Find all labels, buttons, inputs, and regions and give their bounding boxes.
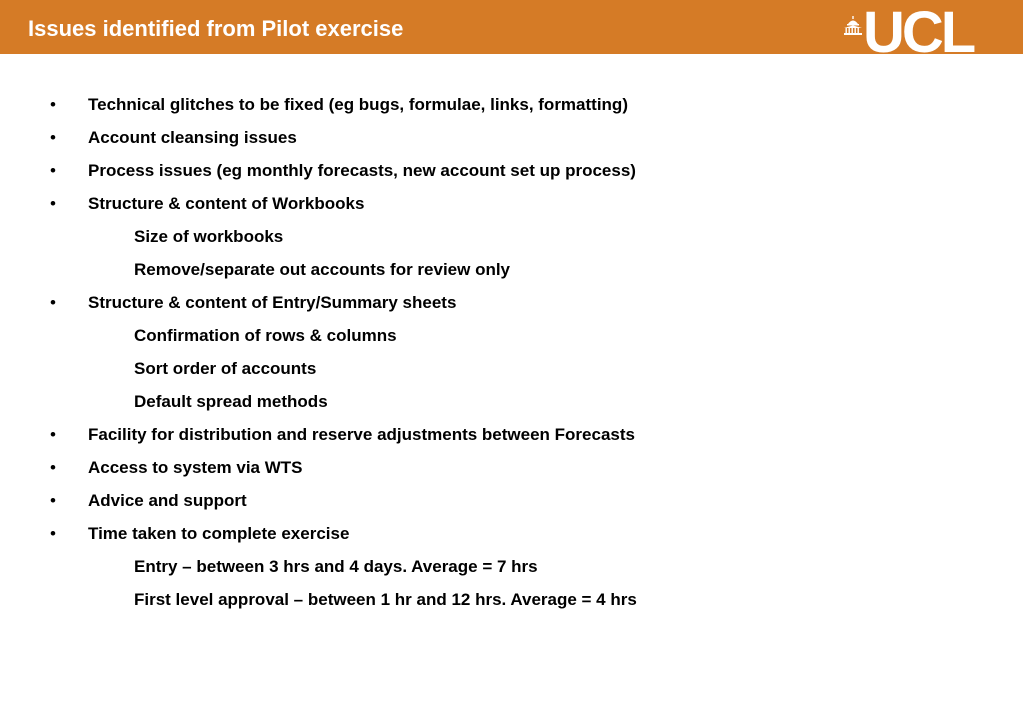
portico-icon <box>843 16 863 36</box>
item-text: Time taken to complete exercise <box>88 524 350 543</box>
bullet-item <box>0 92 1023 125</box>
item-text: Size of workbooks <box>134 227 284 246</box>
bullet-item <box>0 521 1023 554</box>
bullet-marker: • <box>50 161 56 180</box>
bullet-item <box>0 488 1023 521</box>
bullet-list <box>0 92 1023 620</box>
bullet-marker: • <box>50 491 56 510</box>
item-text: Confirmation of rows & columns <box>134 326 397 345</box>
bullet-item <box>0 158 1023 191</box>
bullet-item <box>0 125 1023 158</box>
ucl-wordmark: UCL <box>863 0 974 65</box>
bullet-marker: • <box>50 128 56 147</box>
item-text: First level approval – between 1 hr and 12 hrs. Average = 4 hrs <box>134 590 637 609</box>
sub-item <box>0 224 1023 257</box>
bullet-item <box>0 422 1023 455</box>
item-text: Technical glitches to be fixed (eg bugs, formulae, links, formatting) <box>88 95 628 114</box>
sub-item <box>0 389 1023 422</box>
item-text: Structure & content of Entry/Summary sheets <box>88 293 457 312</box>
sub-item <box>0 257 1023 290</box>
ucl-logo <box>843 0 993 65</box>
item-text: Facility for distribution and reserve adjustments between Forecasts <box>88 425 635 444</box>
bullet-item <box>0 455 1023 488</box>
bullet-marker: • <box>50 95 56 114</box>
bullet-marker: • <box>50 458 56 477</box>
sub-item <box>0 554 1023 587</box>
slide-title: Issues identified from Pilot exercise <box>28 16 404 41</box>
bullet-item <box>0 290 1023 323</box>
bullet-marker: • <box>50 524 56 543</box>
sub-item <box>0 587 1023 620</box>
item-text: Default spread methods <box>134 392 328 411</box>
item-text: Account cleansing issues <box>88 128 297 147</box>
item-text: Remove/separate out accounts for review only <box>134 260 511 279</box>
bullet-item <box>0 191 1023 224</box>
bullet-marker: • <box>50 293 56 312</box>
bullet-marker: • <box>50 194 56 213</box>
item-text: Process issues (eg monthly forecasts, new account set up process) <box>88 161 636 180</box>
item-text: Entry – between 3 hrs and 4 days. Average = 7 hrs <box>134 557 538 576</box>
item-text: Advice and support <box>88 491 247 510</box>
item-text: Sort order of accounts <box>134 359 317 378</box>
item-text: Access to system via WTS <box>88 458 303 477</box>
bullet-marker: • <box>50 425 56 444</box>
sub-item <box>0 323 1023 356</box>
sub-item <box>0 356 1023 389</box>
header-bar <box>0 0 1023 65</box>
item-text: Structure & content of Workbooks <box>88 194 365 213</box>
